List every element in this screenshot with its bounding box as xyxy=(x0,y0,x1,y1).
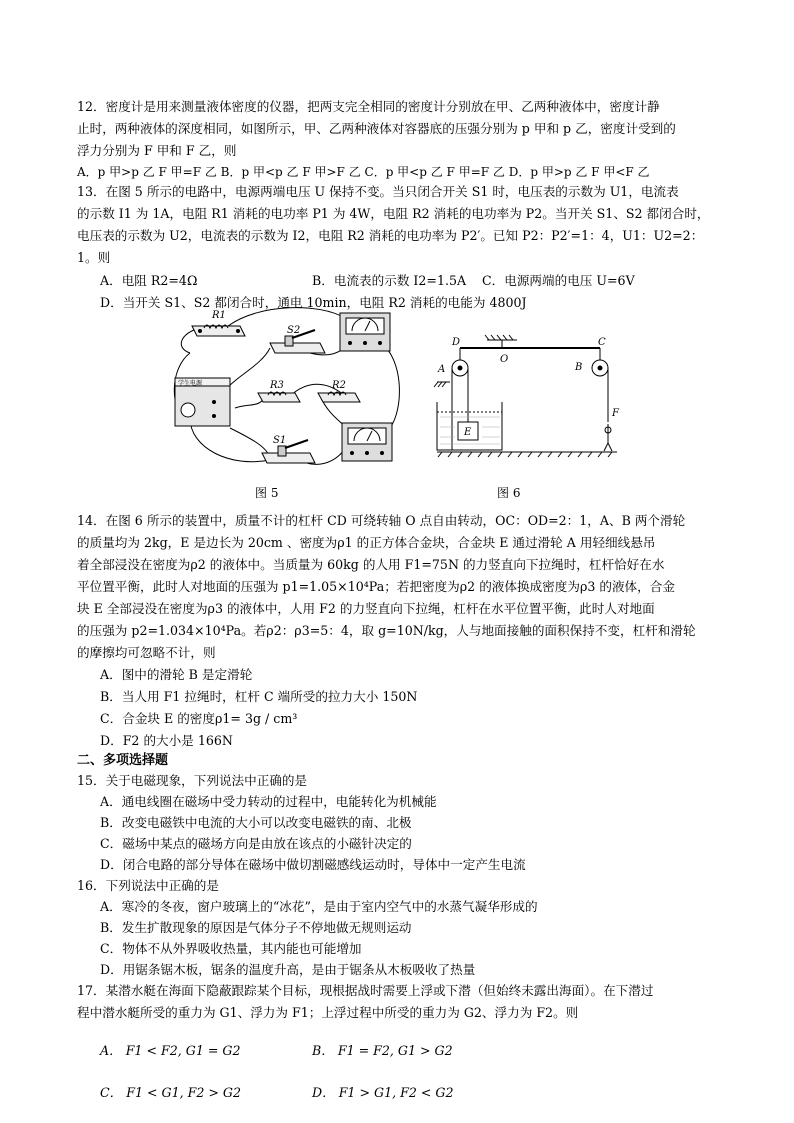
label-r1: R1 xyxy=(212,310,226,321)
label-e: E xyxy=(464,427,472,438)
q15-stem: 15．关于电磁现象，下列说法中正确的是 xyxy=(77,773,308,788)
figure-6-caption: 图 6 xyxy=(497,486,521,500)
section-2-title: 二、多项选择题 xyxy=(77,753,169,768)
q15-option-b: B．改变电磁铁中电流的大小可以改变电磁铁的南、北极 xyxy=(100,815,412,830)
q16-option-a: A．寒冷的冬夜，窗户玻璃上的“冰花”，是由于室内空气中的水蒸气凝华形成的 xyxy=(100,899,538,914)
q13-line-2: 的示数 I1 为 1A，电阻 R1 消耗的电功率 P1 为 4W，电阻 R2 消耗的电功率为 P2。当开关 S1、S2 都闭合时， xyxy=(77,206,710,221)
q13-line-3: 电压表的示数为 U2，电流表的示数为 I2，电阻 R2 消耗的电功率为 P2′。已知 P2：P2′=1：4，U1：U2=2： xyxy=(77,228,704,243)
q14-option-c: C．合金块 E 的密度ρ1= 3g / cm³ xyxy=(100,711,298,726)
q14-line-6: 的压强为 p2=1.034×10⁴Pa。若ρ2：ρ3=5：4，取 g=10N/kg，人与地面接触的面积保持不变，杠杆和滑轮 xyxy=(77,623,696,638)
q14-option-a: A．图中的滑轮 B 是定滑轮 xyxy=(100,667,253,682)
label-d: D xyxy=(452,337,461,348)
q17-option-d: D． F1 > G1, F2 < G2 xyxy=(312,1085,454,1100)
q14-line-3: 着全部浸没在密度为ρ2 的液体中。当质量为 60kg 的人用 F1=75N 的力竖直向下拉绳时，杠杆恰好在水 xyxy=(77,557,665,572)
q14-line-5: 块 E 全部浸没在密度为ρ3 的液体中，人用 F2 的力竖直向下拉绳，杠杆在水平位置平衡，此时人对地面 xyxy=(77,601,655,616)
q14-option-b: B．当人用 F1 拉绳时，杠杆 C 端所受的拉力大小 150N xyxy=(100,689,418,704)
q12-line-1: 12．密度计是用来测量液体密度的仪器，把两支完全相同的密度计分别放在甲、乙两种液体中，密度计静 xyxy=(77,99,660,114)
q16-option-b: B．发生扩散现象的原因是气体分子不停地做无规则运动 xyxy=(100,920,412,935)
q13-option-c: C．电源两端的电压 U=6V xyxy=(482,273,635,288)
q13-line-1: 13．在图 5 所示的电路中，电源两端电压 U 保持不变。当只闭合开关 S1 时，电压表的示数为 U1，电流表 xyxy=(77,184,679,199)
figure-6-lever xyxy=(432,332,622,462)
q12-line-2: 止时，两种液体的深度相同，如图所示，甲、乙两种液体对容器底的压强分别为 p 甲和 p 乙，密度计受到的 xyxy=(77,121,676,136)
label-a: A xyxy=(438,364,446,375)
label-s2: S2 xyxy=(287,325,301,336)
q17-option-b: B． F1 = F2, G1 > G2 xyxy=(312,1043,453,1058)
label-s1: S1 xyxy=(273,435,287,446)
q14-line-4: 平位置平衡，此时人对地面的压强为 p1=1.05×10⁴Pa；若把密度为ρ2 的液体换成密度为ρ3 的液体，合金 xyxy=(77,579,675,594)
q16-stem: 16．下列说法中正确的是 xyxy=(77,878,219,893)
q13-line-4: 1。则 xyxy=(77,250,111,265)
q13-option-b: B．电流表的示数 I2=1.5A xyxy=(312,273,467,288)
q13-option-d: D．当开关 S1、S2 都闭合时，通电 10min，电阻 R2 消耗的电能为 4800J xyxy=(100,295,527,310)
q13-option-a: A．电阻 R2=4Ω xyxy=(100,273,198,288)
q17-line-2: 程中潜水艇所受的重力为 G1、浮力为 F1；上浮过程中所受的重力为 G2、浮力为 F2。则 xyxy=(77,1005,579,1020)
q14-line-1: 14．在图 6 所示的装置中，质量不计的杠杆 CD 可绕转轴 O 点自由转动，OC：OD=2：1，A、B 两个滑轮 xyxy=(77,513,686,528)
figure-5-circuit xyxy=(170,298,410,478)
q14-line-2: 的质量均为 2kg，E 是边长为 20cm 、密度为ρ1 的正方体合金块，合金块 E 通过滑轮 A 用轻细线悬吊 xyxy=(77,535,656,550)
q16-option-d: D．用锯条锯木板，锯条的温度升高，是由于锯条从木板吸收了热量 xyxy=(100,962,476,977)
q15-option-a: A．通电线圈在磁场中受力转动的过程中，电能转化为机械能 xyxy=(100,794,437,809)
q14-option-d: D．F2 的大小是 166N xyxy=(100,733,233,748)
q12-options: A．p 甲>p 乙 F 甲=F 乙 B．p 甲<p 乙 F 甲>F 乙 C．p 甲<p 乙 F 甲=F 乙 D．p 甲>p 乙 F 甲<F 乙 xyxy=(77,165,650,179)
label-c: C xyxy=(598,337,606,348)
q17-option-a: A． F1 < F2, G1 = G2 xyxy=(100,1043,241,1058)
q17-line-1: 17．某潜水艇在海面下隐蔽跟踪某个目标，现根据战时需要上浮或下潜（但始终未露出海面）。在下潜过 xyxy=(77,983,654,998)
label-power-supply: 学生电源 xyxy=(178,380,203,387)
q14-line-7: 的摩擦均可忽略不计，则 xyxy=(77,645,216,660)
label-b: B xyxy=(575,362,583,373)
q15-option-d: D．闭合电路的部分导体在磁场中做切割磁感线运动时，导体中一定产生电流 xyxy=(100,857,526,872)
q15-option-c: C．磁场中某点的磁场方向是由放在该点的小磁针决定的 xyxy=(100,836,412,851)
figure-5-caption: 图 5 xyxy=(255,486,279,500)
q16-option-c: C．物体不从外界吸收热量，其内能也可能增加 xyxy=(100,941,362,956)
q17-option-c: C． F1 < G1, F2 > G2 xyxy=(100,1085,242,1100)
label-o: O xyxy=(500,354,509,365)
q12-line-3: 浮力分别为 F 甲和 F 乙，则 xyxy=(77,143,237,158)
label-f: F xyxy=(612,408,619,419)
label-r3: R3 xyxy=(270,380,284,391)
label-r2: R2 xyxy=(332,380,346,391)
